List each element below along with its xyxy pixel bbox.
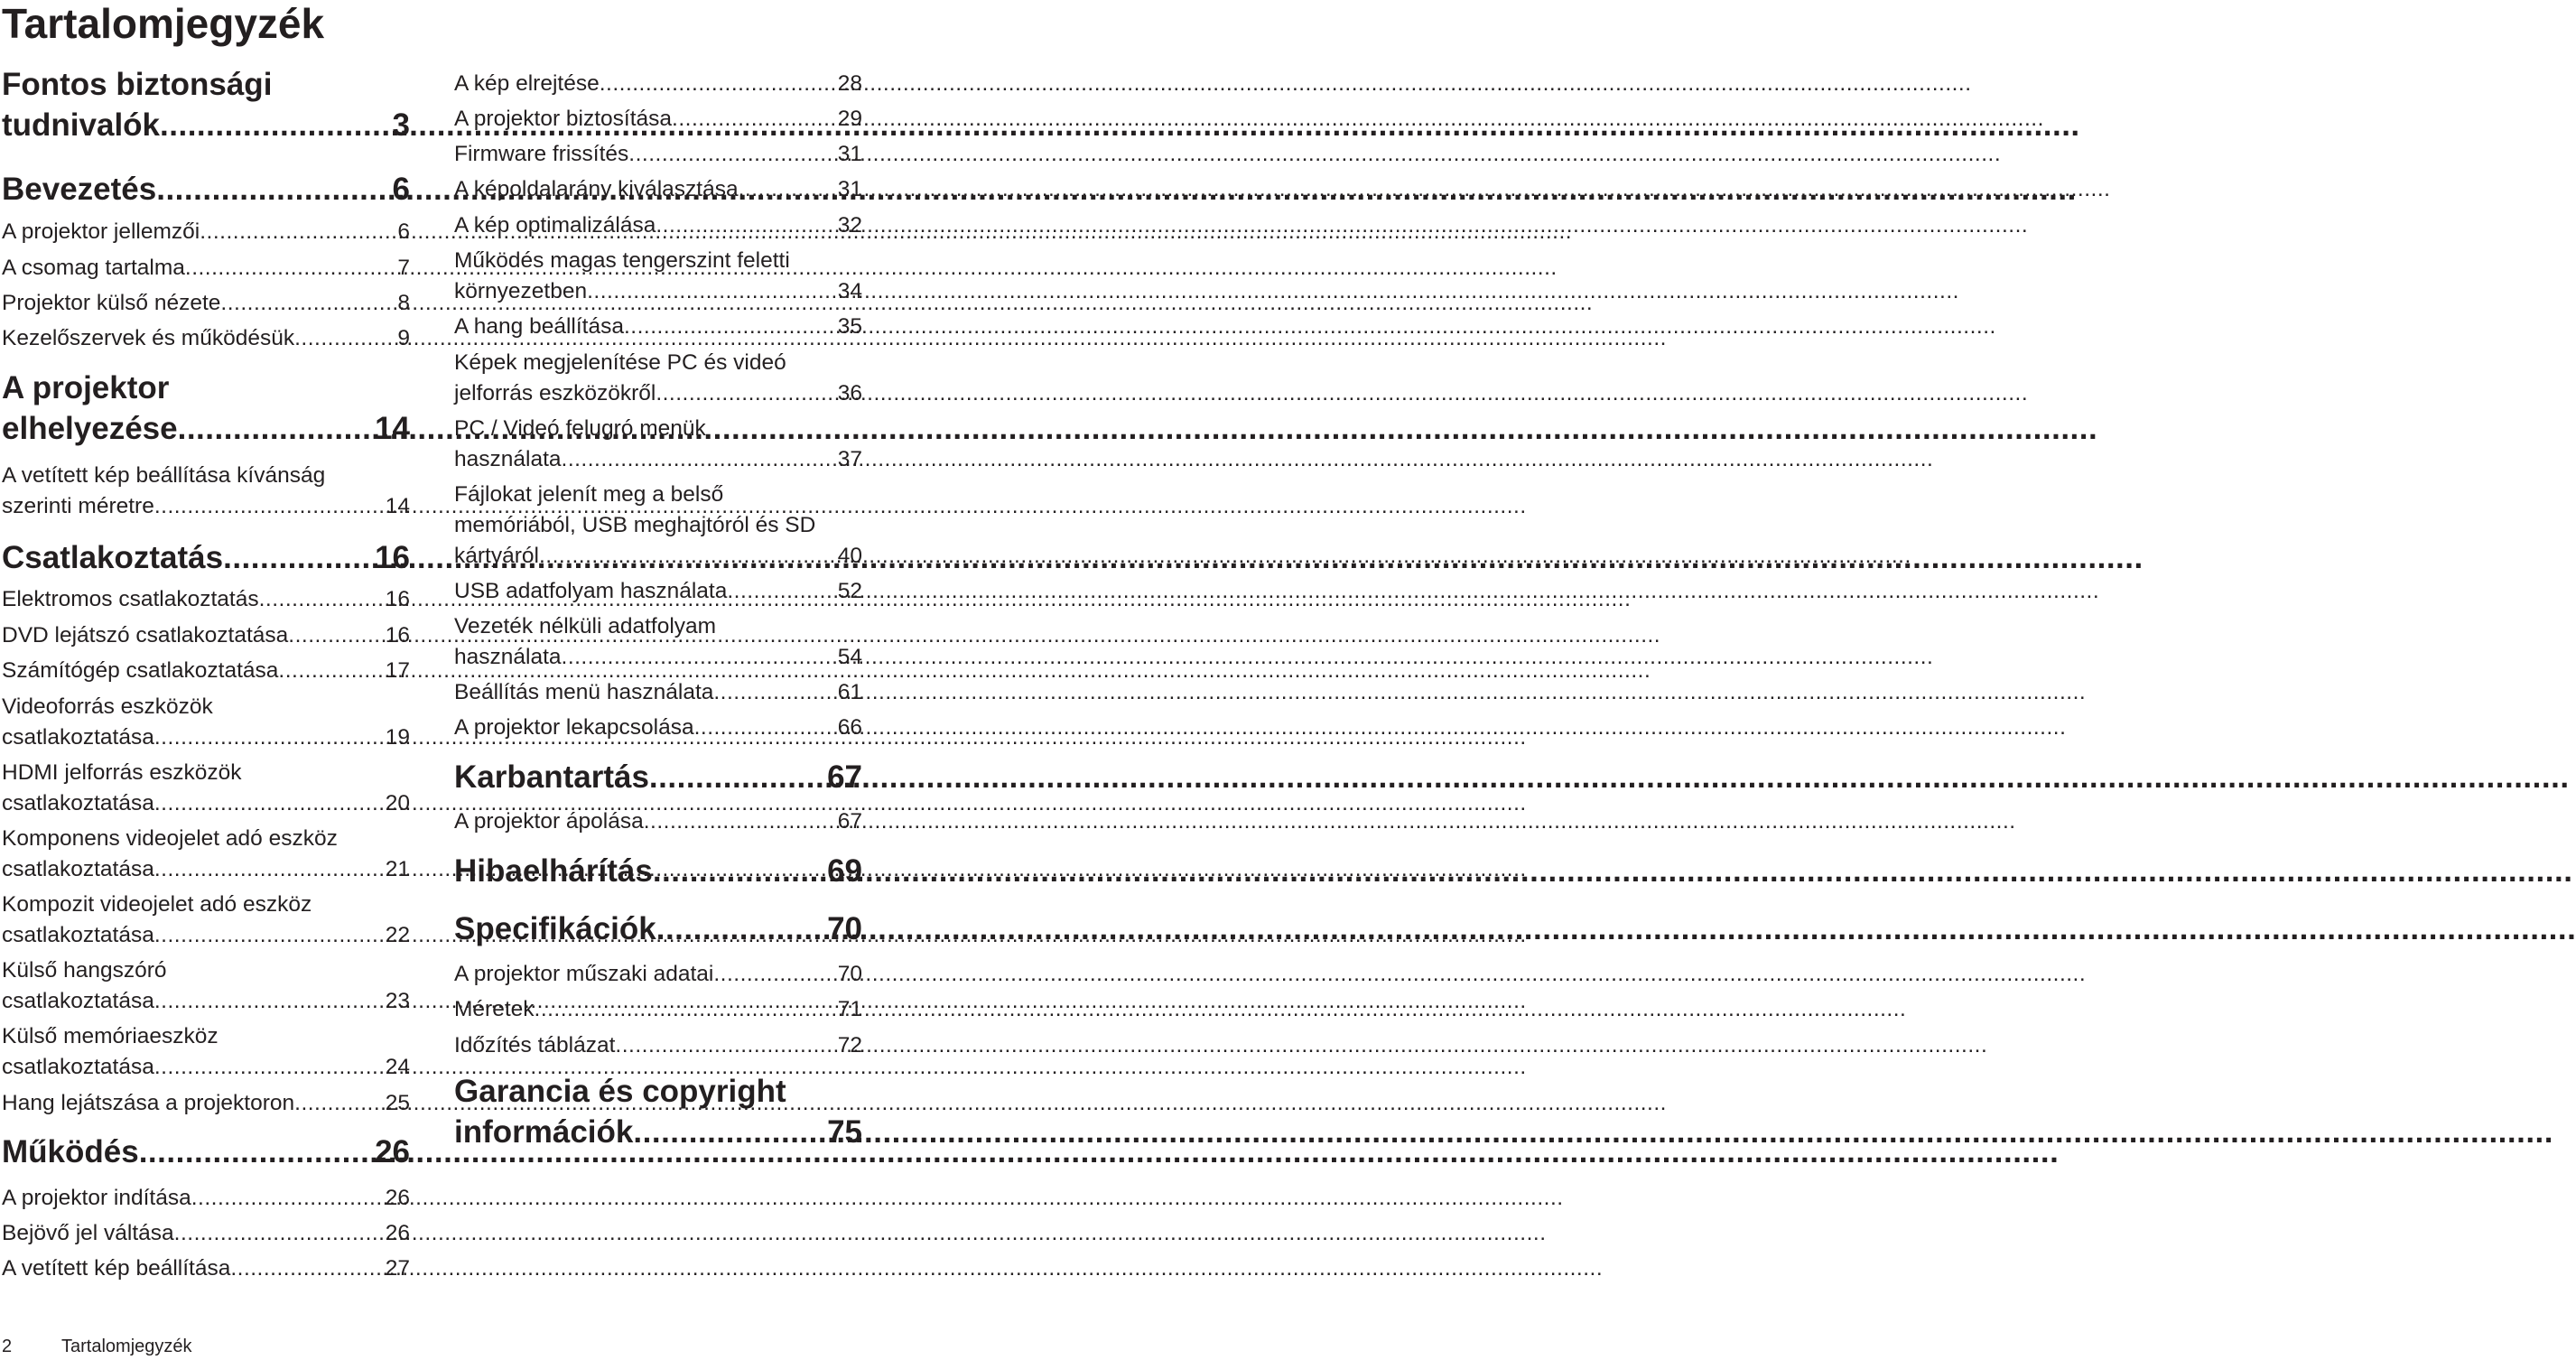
toc-section-entry[interactable] <box>454 1030 862 1061</box>
toc-entry-title: tudnivalók <box>2 107 161 143</box>
toc-page-number: 7 <box>397 256 410 280</box>
toc-page-number: 27 <box>385 1256 410 1281</box>
toc-chapter-entry[interactable] <box>2 65 410 146</box>
toc-entry-title: memóriából, USB meghajtóról és SD <box>454 513 816 537</box>
toc-chapter-entry[interactable] <box>454 851 862 892</box>
toc-page-number: 35 <box>837 314 862 339</box>
toc-entry-title: Projektor külső nézete <box>2 291 221 315</box>
toc-entry-title: elhelyezése <box>2 411 178 446</box>
toc-section-entry[interactable] <box>2 288 410 319</box>
toc-entry-title: A projektor jellemzői <box>2 219 200 244</box>
dot-leader <box>615 1030 834 1061</box>
toc-page-number: 24 <box>385 1055 410 1079</box>
toc-entry-title: Időzítés táblázat <box>454 1033 616 1057</box>
toc-entry-title: A projektor <box>2 370 170 405</box>
toc-page-number: 16 <box>375 540 410 575</box>
toc-chapter-entry[interactable] <box>454 1072 862 1153</box>
dot-leader <box>220 288 395 319</box>
toc-section-entry[interactable] <box>454 210 862 241</box>
toc-page-number: 29 <box>837 107 862 131</box>
toc-page-number: 14 <box>385 494 410 518</box>
toc-page-number: 31 <box>837 142 862 166</box>
dot-leader <box>656 908 824 950</box>
toc-entry-title: A projektor biztosítása <box>454 107 673 131</box>
toc-page-number: 6 <box>397 219 410 244</box>
toc-section-entry[interactable] <box>454 611 862 673</box>
dot-leader <box>278 656 382 686</box>
dot-leader <box>156 169 389 210</box>
toc-entry-title: Beállítás menü használata <box>454 680 714 704</box>
toc-entry-title: Firmware frissítés <box>454 142 629 166</box>
toc-section-entry[interactable] <box>454 994 862 1025</box>
toc-chapter-entry[interactable] <box>2 368 410 450</box>
toc-page-number: 67 <box>827 759 862 795</box>
dot-leader <box>288 620 382 651</box>
toc-entry-title: Fontos biztonsági <box>2 67 273 102</box>
dot-leader <box>230 1253 382 1284</box>
toc-entry-title: Működés <box>2 1134 139 1169</box>
dot-leader <box>562 444 835 475</box>
dot-leader <box>633 1112 824 1153</box>
toc-chapter-entry[interactable] <box>2 1132 410 1173</box>
toc-page-number: 52 <box>837 579 862 603</box>
toc-entry-title: csatlakoztatása <box>2 725 154 750</box>
toc-page-number: 37 <box>837 447 862 471</box>
toc-entry-title: A hang beállítása <box>454 314 624 339</box>
toc-page-number: 31 <box>837 177 862 201</box>
toc-entry-title: csatlakoztatása <box>2 791 154 815</box>
dot-leader <box>191 1183 383 1214</box>
toc-entry-title: Külső memóriaeszköz <box>2 1024 219 1048</box>
page-title: Tartalomjegyzék <box>2 0 325 47</box>
toc-section-entry[interactable] <box>2 217 410 247</box>
dot-leader <box>154 722 383 753</box>
toc-entry-title: Komponens videojelet adó eszköz <box>2 826 338 851</box>
toc-page-number: 61 <box>837 680 862 704</box>
toc-page-number: 66 <box>837 715 862 740</box>
toc-page-number: 21 <box>385 857 410 881</box>
dot-leader <box>160 105 390 146</box>
toc-entry-title: A kép elrejtése <box>454 71 600 96</box>
toc-entry-title: A vetített kép beállítása <box>2 1256 231 1281</box>
toc-section-entry[interactable] <box>2 1021 410 1083</box>
toc-section-entry[interactable] <box>2 1088 410 1119</box>
toc-page-number: 26 <box>375 1134 410 1169</box>
toc-entry-title: Méretek <box>454 997 535 1021</box>
toc-page-number: 8 <box>397 291 410 315</box>
dot-leader <box>624 312 835 342</box>
toc-entry-title: A csomag tartalma <box>2 256 185 280</box>
dot-leader <box>672 104 835 135</box>
toc-entry-title: csatlakoztatása <box>2 989 154 1013</box>
toc-page-number: 20 <box>385 791 410 815</box>
toc-section-entry[interactable] <box>2 692 410 753</box>
dot-leader <box>185 253 395 284</box>
toc-entry-title: PC / Videó felugró menük <box>454 416 706 441</box>
toc-section-entry[interactable] <box>454 69 862 99</box>
toc-section-entry[interactable] <box>454 959 862 990</box>
toc-entry-title: A projektor műszaki adatai <box>454 962 714 986</box>
toc-entry-title: Hibaelhárítás <box>454 853 653 889</box>
toc-section-entry[interactable] <box>454 104 862 135</box>
toc-page-number: 26 <box>385 1186 410 1210</box>
footer-page-number: 2 <box>2 1337 13 1356</box>
toc-entry-title: Specifikációk <box>454 911 656 946</box>
toc-entry-title: használata <box>454 645 562 669</box>
dot-leader <box>656 378 834 409</box>
dot-leader <box>727 576 834 607</box>
dot-leader <box>154 920 383 951</box>
dot-leader <box>174 1218 383 1249</box>
dot-leader <box>649 757 824 798</box>
toc-page-number: 40 <box>837 544 862 568</box>
toc-section-entry[interactable] <box>2 253 410 284</box>
dot-leader <box>223 537 372 579</box>
toc-chapter-entry[interactable] <box>2 169 410 210</box>
toc-entry-title: információk <box>454 1114 634 1150</box>
toc-entry-title: A vetített kép beállítása kívánság <box>2 463 326 488</box>
toc-page-number: 19 <box>385 725 410 750</box>
toc-page-number: 70 <box>837 962 862 986</box>
toc-section-entry[interactable] <box>2 1183 410 1214</box>
toc-entry-title: csatlakoztatása <box>2 1055 154 1079</box>
toc-section-entry[interactable] <box>454 576 862 607</box>
dot-leader <box>587 276 835 307</box>
dot-leader <box>713 959 834 990</box>
toc-page-number: 36 <box>837 381 862 405</box>
toc-entry-title: Számítógép csatlakoztatása <box>2 658 279 683</box>
dot-leader <box>535 994 835 1025</box>
dot-leader <box>154 854 383 885</box>
dot-leader <box>644 806 835 837</box>
toc-entry-title: Elektromos csatlakoztatás <box>2 587 259 611</box>
toc-page-number: 22 <box>385 923 410 947</box>
toc-page-number: 3 <box>392 107 410 143</box>
toc-page-number: 75 <box>827 1114 862 1150</box>
dot-leader <box>294 1088 383 1119</box>
toc-page-number: 16 <box>385 587 410 611</box>
toc-entry-title: Hang lejátszása a projektoron <box>2 1091 295 1115</box>
toc-page-number: 14 <box>375 411 410 446</box>
toc-entry-title: Garancia és copyright <box>454 1074 786 1109</box>
toc-page-number: 70 <box>827 911 862 946</box>
toc-entry-title: környezetben <box>454 279 588 303</box>
toc-section-entry[interactable] <box>454 480 862 572</box>
toc-section-entry[interactable] <box>2 620 410 651</box>
dot-leader <box>259 584 383 615</box>
toc-section-entry[interactable] <box>2 955 410 1017</box>
toc-entry-title: Bejövő jel váltása <box>2 1221 174 1245</box>
toc-page-number: 6 <box>392 172 410 207</box>
toc-page-number: 72 <box>837 1033 862 1057</box>
toc-chapter-entry[interactable] <box>2 537 410 579</box>
toc-section-entry[interactable] <box>454 246 862 307</box>
toc-page-number: 67 <box>837 809 862 834</box>
toc-entry-title: A képoldalarány kiválasztása <box>454 177 739 201</box>
toc-entry-title: Képek megjelenítése PC és videó <box>454 350 786 375</box>
dot-leader <box>713 677 834 708</box>
toc-section-entry[interactable] <box>454 414 862 475</box>
toc-entry-title: kártyáról <box>454 544 539 568</box>
toc-entry-title: Vezeték nélküli adatfolyam <box>454 614 717 638</box>
toc-page-number: 32 <box>837 213 862 238</box>
dot-leader <box>294 323 395 354</box>
toc-page-number: 34 <box>837 279 862 303</box>
toc-entry-title: A projektor lekapcsolása <box>454 715 694 740</box>
toc-page-number: 16 <box>385 623 410 647</box>
toc-entry-title: A projektor ápolása <box>454 809 644 834</box>
toc-entry-title: Bevezetés <box>2 172 157 207</box>
toc-page-number: 69 <box>827 853 862 889</box>
toc-section-entry[interactable] <box>2 584 410 615</box>
toc-page-number: 17 <box>385 658 410 683</box>
toc-section-entry[interactable] <box>2 758 410 819</box>
toc-section-entry[interactable] <box>454 348 862 409</box>
toc-entry-title: Fájlokat jelenít meg a belső <box>454 482 724 507</box>
toc-entry-title: csatlakoztatása <box>2 923 154 947</box>
toc-entry-title: A projektor indítása <box>2 1186 191 1210</box>
toc-entry-title: Csatlakoztatás <box>2 540 224 575</box>
toc-section-entry[interactable] <box>454 312 862 342</box>
toc-chapter-entry[interactable] <box>454 908 862 950</box>
toc-entry-title: USB adatfolyam használata <box>454 579 728 603</box>
toc-section-entry[interactable] <box>2 890 410 951</box>
toc-entry-title: csatlakoztatása <box>2 857 154 881</box>
toc-page-number: 23 <box>385 989 410 1013</box>
dot-leader <box>656 210 834 241</box>
toc-section-entry[interactable] <box>2 323 410 354</box>
dot-leader <box>653 851 824 892</box>
toc-entry-title: A kép optimalizálása <box>454 213 656 238</box>
dot-leader <box>200 217 395 247</box>
toc-entry-title: DVD lejátszó csatlakoztatása <box>2 623 289 647</box>
dot-leader <box>562 642 835 673</box>
dot-leader <box>739 174 835 205</box>
dot-leader <box>539 541 835 572</box>
toc-section-entry[interactable] <box>2 656 410 686</box>
toc-section-entry[interactable] <box>2 1218 410 1249</box>
dot-leader <box>628 139 834 170</box>
dot-leader <box>154 491 383 522</box>
toc-page-number: 54 <box>837 645 862 669</box>
page-footer <box>2 1333 192 1360</box>
toc-entry-title: Külső hangszóró <box>2 958 167 983</box>
toc-entry-title: jelforrás eszközökről <box>454 381 656 405</box>
toc-entry-title: HDMI jelforrás eszközök <box>2 760 242 785</box>
toc-page-number: 71 <box>837 997 862 1021</box>
toc-section-entry[interactable] <box>454 677 862 708</box>
toc-section-entry[interactable] <box>2 461 410 522</box>
toc-entry-title: használata <box>454 447 562 471</box>
toc-page-number: 28 <box>837 71 862 96</box>
toc-entry-title: Karbantartás <box>454 759 649 795</box>
toc-section-entry[interactable] <box>2 824 410 885</box>
toc-section-entry[interactable] <box>454 174 862 205</box>
dot-leader <box>154 788 383 819</box>
dot-leader <box>139 1132 372 1173</box>
toc-chapter-entry[interactable] <box>454 757 862 798</box>
dot-leader <box>694 713 835 743</box>
toc-page-number: 9 <box>397 326 410 350</box>
toc-section-entry[interactable] <box>454 139 862 170</box>
toc-entry-title: Kezelőszervek és működésük <box>2 326 295 350</box>
toc-entry-title: Kompozit videojelet adó eszköz <box>2 892 312 917</box>
dot-leader <box>154 986 383 1017</box>
toc-section-entry[interactable] <box>2 1253 410 1284</box>
dot-leader <box>154 1052 383 1083</box>
dot-leader <box>600 69 835 99</box>
toc-entry-title: szerinti méretre <box>2 494 154 518</box>
toc-section-entry[interactable] <box>454 713 862 743</box>
toc-entry-title: Működés magas tengerszint feletti <box>454 248 790 273</box>
toc-page-number: 25 <box>385 1091 410 1115</box>
footer-label: Tartalomjegyzék <box>61 1337 192 1356</box>
toc-section-entry[interactable] <box>454 806 862 837</box>
toc-entry-title: Videoforrás eszközök <box>2 694 213 719</box>
dot-leader <box>178 408 372 450</box>
toc-page-number: 26 <box>385 1221 410 1245</box>
